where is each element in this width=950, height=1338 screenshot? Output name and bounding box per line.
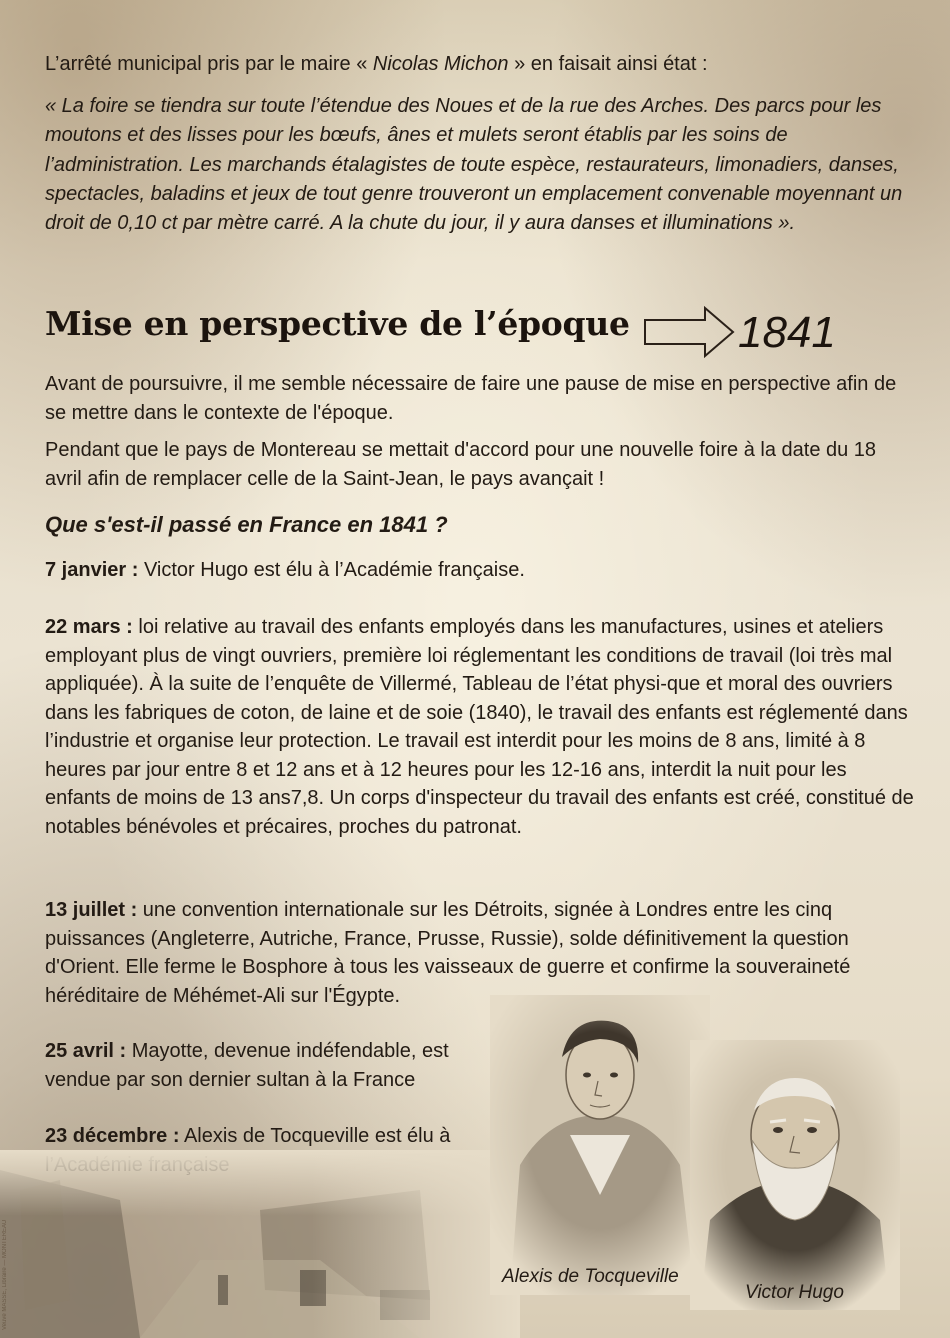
right-arrow-icon <box>643 306 735 358</box>
event-item <box>45 613 915 841</box>
old-street-photo <box>0 1150 520 1338</box>
event-text: Mayotte, devenue indéfendable, est vendue par son dernier sultan à la France <box>45 1040 449 1091</box>
context-paragraph-2: Pendant que le pays de Montereau se mettait d'accord pour une nouvelle foire à la date du 18 avril afin de remplacer celle de la Saint-Jean, le pays avançait ! <box>45 439 877 490</box>
event-text: Alexis de Tocqueville est élu à <box>183 1125 451 1147</box>
event-item <box>45 556 915 585</box>
event-text: Victor Hugo est élu à l’Académie française. <box>138 559 525 581</box>
year-label: 1841 <box>738 308 836 357</box>
photo-credit: Veuve MASSE, Libraire — MONTEREAU <box>2 1219 8 1330</box>
event-date: 22 mars : <box>45 616 133 638</box>
event-item <box>45 1037 515 1094</box>
hugo-caption: Victor Hugo <box>745 1282 844 1303</box>
section-heading: Mise en perspective de l’époque <box>45 304 630 343</box>
event-date: 7 janvier : <box>45 559 139 581</box>
hugo-portrait <box>690 1040 900 1310</box>
intro-paragraph <box>45 50 915 79</box>
events-subheading: Que s'est-il passé en France en 1841 ? <box>45 512 448 537</box>
event-item <box>45 896 915 1010</box>
event-date: 13 juillet : <box>45 899 138 921</box>
intro-text-after: » en faisait ainsi état : <box>508 53 708 75</box>
mayor-name: Nicolas Michon <box>372 53 509 75</box>
event-text: une convention internationale sur les Détroits, signée à Londres entre les cinq puissances (Angleterre, Autriche, France, Prusse, Russie), solde définitivement la question d'Orient. Elle ferme le Bosphore à tous les vaisseaux de guerre et confirme la souveraineté héréditaire de Méhémet-Ali sur l'Égypte. <box>45 899 851 1007</box>
tocqueville-portrait <box>490 995 710 1295</box>
event-date: 23 décembre : <box>45 1125 180 1147</box>
intro-text-before: L’arrêté municipal pris par le maire « <box>45 53 373 75</box>
context-paragraph-1: Avant de poursuivre, il me semble nécessaire de faire une pause de mise en perspective afin de se mettre dans le contexte de l'époque. <box>45 373 897 424</box>
event-text: loi relative au travail des enfants employés dans les manufactures, usines et ateliers employant plus de vingt ouvriers, première loi réglementant les conditions de travail (loi très mal appliquée). À la suite de l’enquête de Villermé, Tableau de l’état physi-que et moral des ouvriers dans les fabriques de coton, de laine et de soie (1840), le travail des enfants est réglementé dans l’industrie et organise leur protection. Le travail est interdit pour les moins de 8 ans, limité à 8 heures par jour entre 8 et 12 ans et à 12 heures pour les 12-16 ans, interdit la nuit pour les enfants de moins de 13 ans7,8. Un corps d'inspecteur du travail des enfants est créé, constitué de notables bénévoles et précaires, proches du patronat. <box>45 616 914 838</box>
event-date: 25 avril : <box>45 1040 127 1062</box>
tocqueville-caption: Alexis de Tocqueville <box>502 1266 679 1287</box>
municipal-decree-quote: « La foire se tiendra sur toute l’étendue des Noues et de la rue des Arches. Des parcs pour les moutons et des lisses pour les bœufs, ânes et mulets seront établis par les soins de l’administration. Les marchands étalagistes de toute espèce, restaurateurs, limonadiers, danses, spectacles, baladins et jeux de tout genre trouveront un emplacement convenable moyennant un droit de 0,10 ct par mètre carré. A la chute du jour, il y aura danses et illuminations ». <box>45 95 903 235</box>
